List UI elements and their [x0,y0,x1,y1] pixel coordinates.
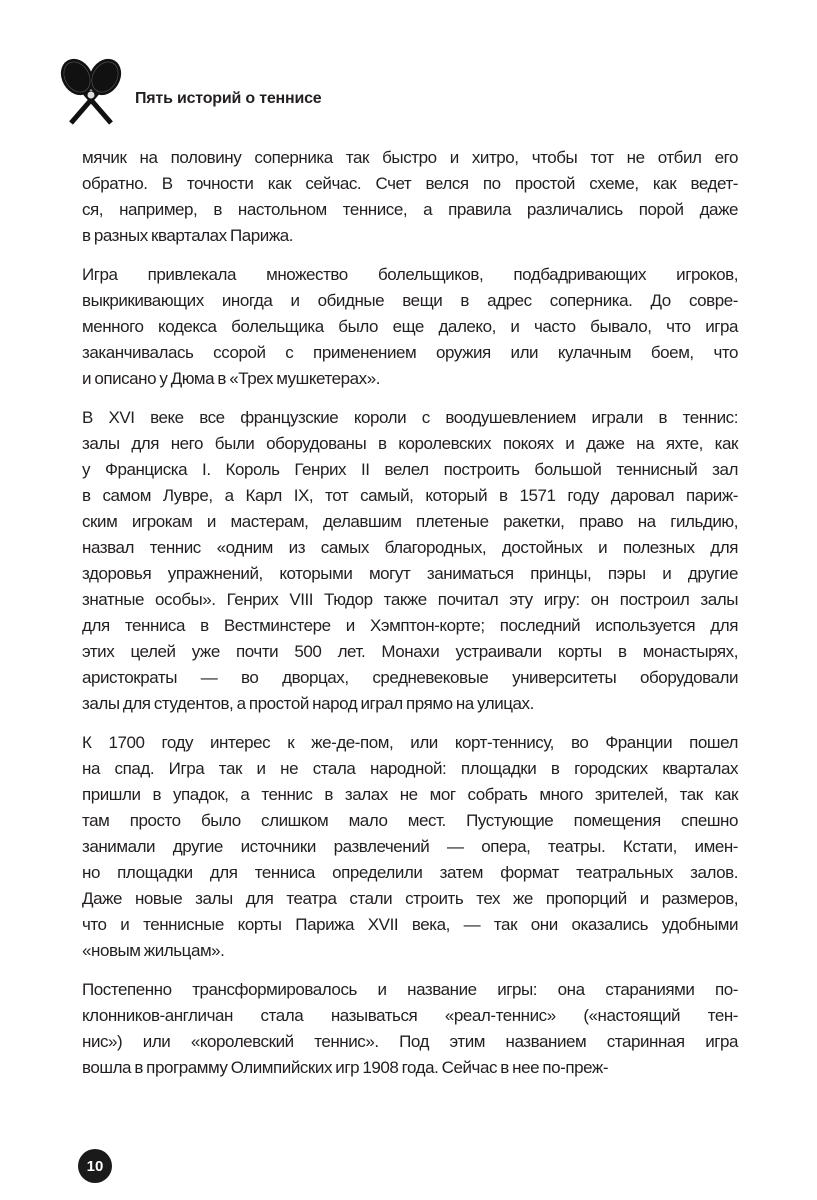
text-line: Даже новые залы для театра стали строить тех же пропорций и размеров, [82,889,738,908]
text-line: здоровья упражнений, которыми могут заниматься принцы, пэры и другие [82,564,738,583]
text-line: и описано у Дюма в «Трех мушкетерах». [82,369,380,388]
running-header [55,55,322,127]
paragraph [82,730,738,964]
text-line: менного кодекса болельщика было еще далеко, и часто бывало, что игра [82,317,738,336]
text-line: для тенниса в Вестминстере и Хэмптон-корте; последний используется для [82,616,738,635]
text-line: залы для студентов, а простой народ играл прямо на улицах. [82,694,534,713]
paragraph [82,262,738,392]
text-line: «новым жильцам». [82,941,225,960]
text-line: занимали другие источники развлечений — опера, театры. Кстати, имен- [82,837,738,856]
text-line: клонников-англичан стала называться «реал-теннис» («настоящий тен- [82,1006,738,1025]
text-line: у Франциска I. Король Генрих II велел построить большой теннисный зал [82,460,738,479]
body-text [82,145,738,1094]
crossed-tennis-rackets-icon [55,55,127,127]
text-line: заканчивалась ссорой с применением оружия или кулачным боем, что [82,343,738,362]
text-line: знатные особы». Генрих VIII Тюдор также почитал эту игру: он построил залы [82,590,738,609]
text-line: вошла в программу Олимпийских игр 1908 года. Сейчас в нее по-преж- [82,1058,609,1077]
paragraph [82,145,738,249]
book-title: Пять историй о теннисе [135,90,322,107]
page-number: 10 [78,1149,112,1183]
text-line: выкрикивающих иногда и обидные вещи в адрес соперника. До совре- [82,291,738,310]
text-line: ским игрокам и мастерам, делавшим плетеные ракетки, право на гильдию, [82,512,738,531]
text-line: назвал теннис «одним из самых благородных, достойных и полезных для [82,538,738,557]
text-line: Игра привлекала множество болельщиков, подбадривающих игроков, [82,265,738,284]
text-line: ся, например, в настольном теннисе, а правила различались порой даже [82,200,738,219]
text-line: на спад. Игра так и не стала народной: площадки в городских кварталах [82,759,738,778]
text-line: В XVI веке все французские короли с воодушевлением играли в теннис: [82,408,738,427]
text-line: залы для него были оборудованы в королевских покоях и даже на яхте, как [82,434,738,453]
text-line: в разных кварталах Парижа. [82,226,294,245]
paragraph [82,977,738,1081]
text-line: но площадки для тенниса определили затем формат театральных залов. [82,863,738,882]
text-line: в самом Лувре, а Карл IX, тот самый, который в 1571 году даровал париж- [82,486,738,505]
text-line: там просто было слишком мало мест. Пустующие помещения спешно [82,811,738,830]
text-line: К 1700 году интерес к же-де-пом, или корт-теннису, во Франции пошел [82,733,738,752]
text-line: мячик на половину соперника так быстро и хитро, чтобы тот не отбил его [82,148,738,167]
text-line: пришли в упадок, а теннис в залах не мог собрать много зрителей, так как [82,785,738,804]
text-line: Постепенно трансформировалось и название игры: она стараниями по- [82,980,738,999]
text-line: обратно. В точности как сейчас. Счет велся по простой схеме, как ведет- [82,174,738,193]
text-line: этих целей уже почти 500 лет. Монахи устраивали корты в монастырях, [82,642,738,661]
text-line: что и теннисные корты Парижа XVII века, — так они оказались удобными [82,915,738,934]
text-line: нис») или «королевский теннис». Под этим названием старинная игра [82,1032,738,1051]
text-line: аристократы — во дворцах, средневековые университеты оборудовали [82,668,738,687]
paragraph [82,405,738,717]
